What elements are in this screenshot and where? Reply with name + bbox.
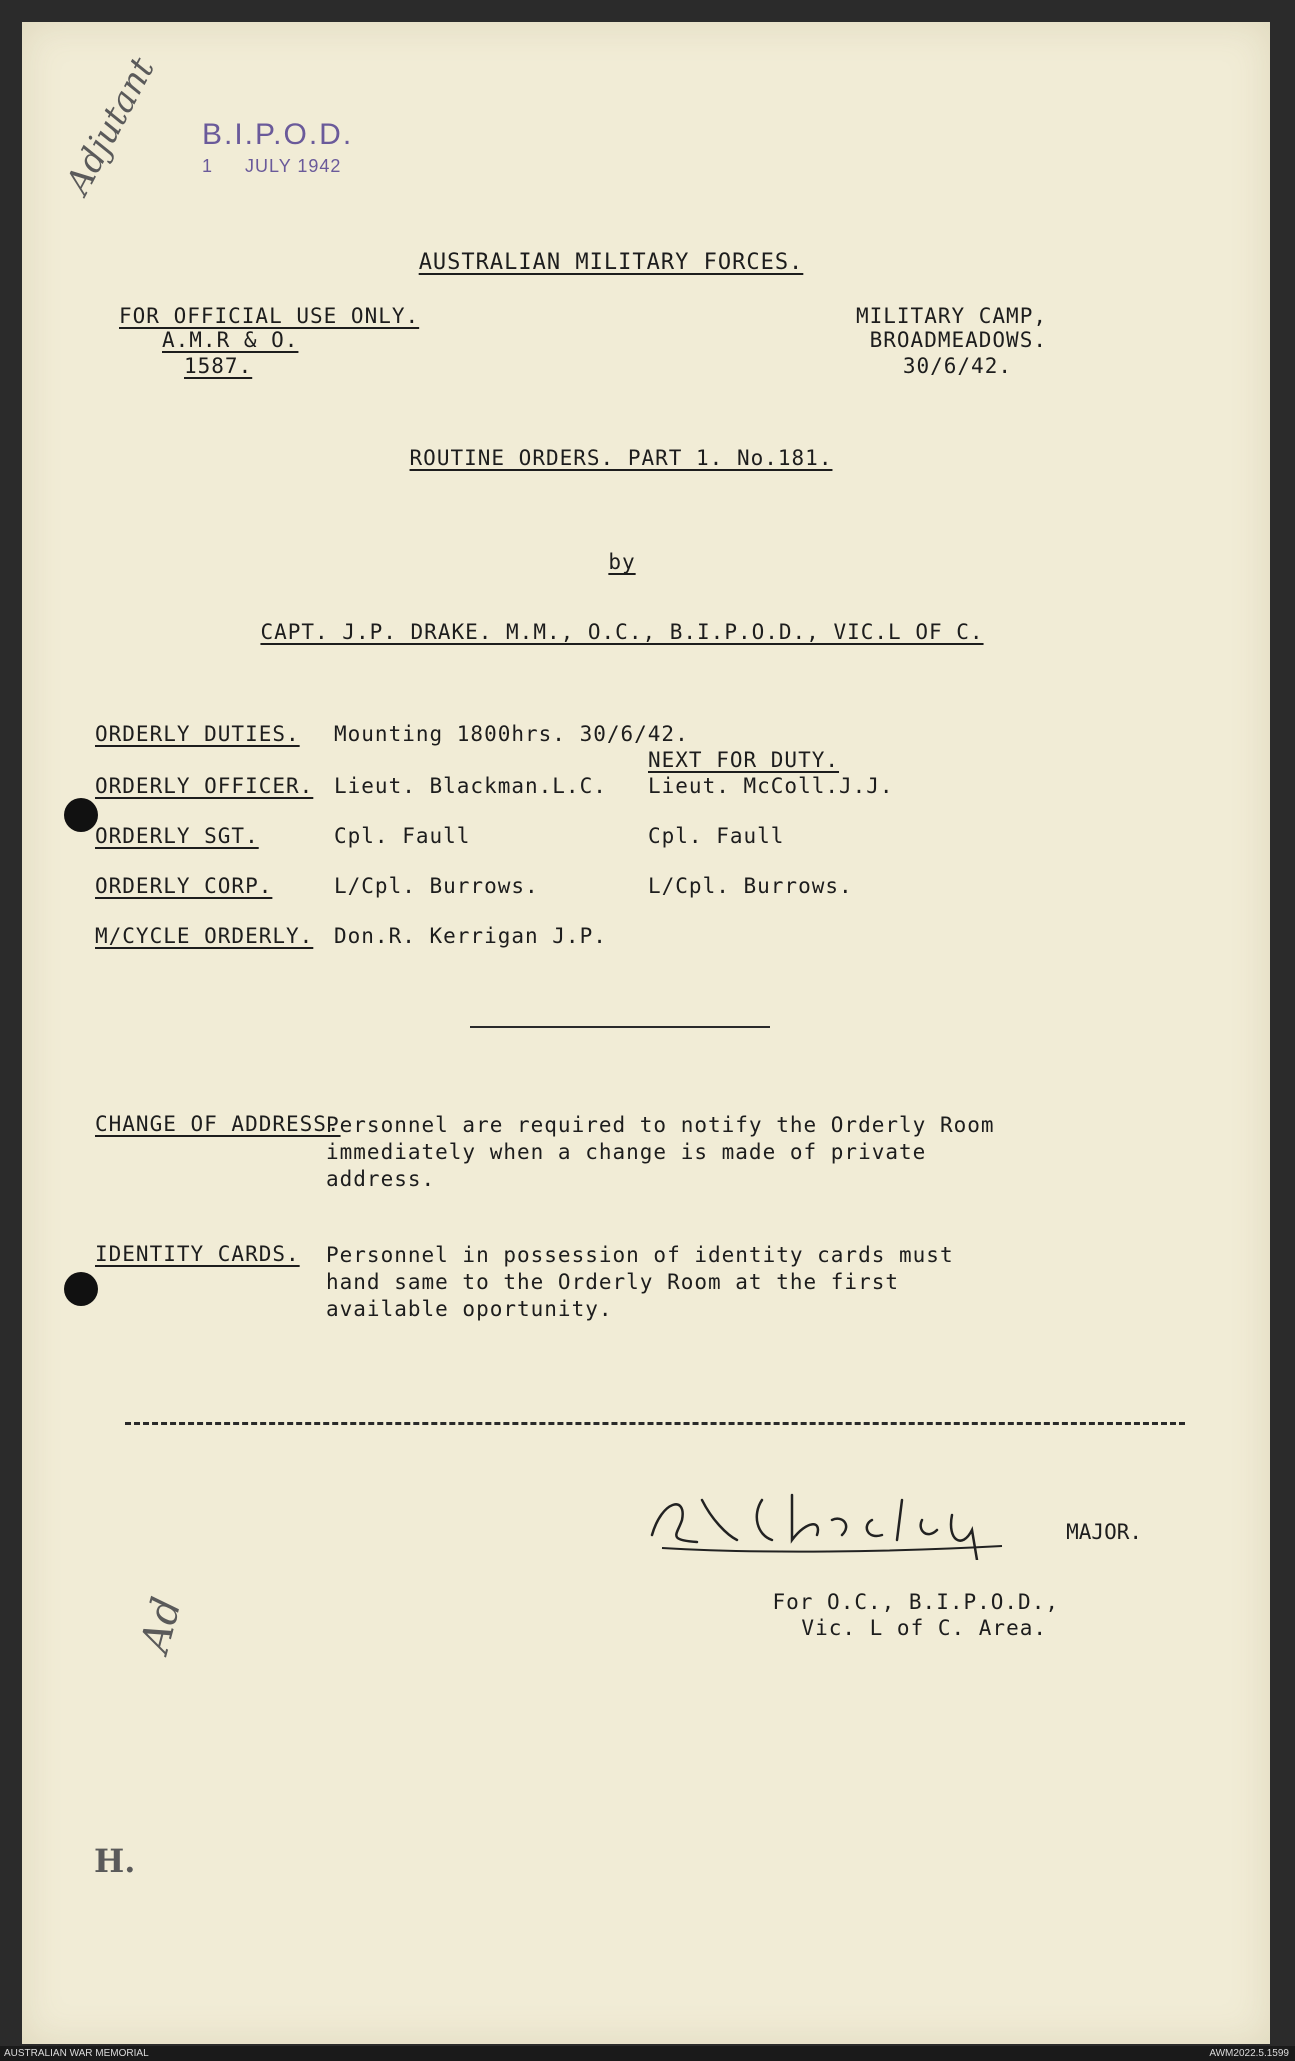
received-stamp bbox=[202, 118, 373, 177]
punch-hole-upper bbox=[64, 798, 98, 832]
notice-label: IDENTITY CARDS. bbox=[95, 1242, 300, 1266]
location-line1: MILITARY CAMP, bbox=[855, 304, 1047, 328]
notice-text: Personnel are required to notify the Orderly Room immediately when a change is made of private address. bbox=[326, 1113, 995, 1191]
security-classification: FOR OFFICIAL USE ONLY. bbox=[119, 304, 420, 328]
next-for-duty-label: NEXT FOR DUTY. bbox=[648, 748, 840, 772]
handwritten-annotation-top: Adjutant bbox=[58, 51, 163, 201]
archive-reference: AWM2022.5.1599 bbox=[1209, 2048, 1289, 2059]
duty-role-label: ORDERLY OFFICER. bbox=[95, 774, 314, 798]
duty-current: Don.R. Kerrigan J.P. bbox=[334, 924, 607, 948]
notice-label: CHANGE OF ADDRESS. bbox=[95, 1112, 341, 1136]
closing-divider bbox=[125, 1422, 1185, 1425]
duty-next: Lieut. McColl.J.J. bbox=[648, 774, 894, 798]
duty-current: Cpl. Faull bbox=[334, 824, 471, 848]
section-divider bbox=[470, 1026, 770, 1028]
reference-number: 1587. bbox=[184, 354, 253, 378]
punch-hole-lower bbox=[64, 1272, 98, 1306]
location-line2: BROADMEADOWS. bbox=[869, 328, 1047, 352]
duty-role-label: ORDERLY SGT. bbox=[95, 824, 259, 848]
signatory-rank: MAJOR. bbox=[1066, 1520, 1142, 1544]
signature-block bbox=[642, 1480, 1142, 1570]
notice-text: Personnel in possession of identity cards must hand same to the Orderly Room at the first available oportunity. bbox=[326, 1243, 954, 1321]
document-page bbox=[22, 22, 1270, 2044]
pencil-initials-mid: Ad bbox=[131, 1592, 191, 1658]
duty-role-label: ORDERLY CORP. bbox=[95, 874, 273, 898]
signature-line1: For O.C., B.I.P.O.D., bbox=[772, 1590, 1059, 1614]
orderly-duties-label: ORDERLY DUTIES. bbox=[95, 722, 300, 746]
stamp-date bbox=[202, 156, 373, 177]
by-line: by bbox=[608, 550, 636, 574]
duty-role-label: M/CYCLE ORDERLY. bbox=[95, 924, 314, 948]
duty-next: Cpl. Faull bbox=[648, 824, 785, 848]
orderly-duties-value: Mounting 1800hrs. 30/6/42. bbox=[334, 722, 689, 746]
stamp-month-year: JULY 1942 bbox=[245, 156, 342, 176]
reference-line: A.M.R & O. bbox=[162, 328, 299, 352]
stamp-title: B.I.P.O.D. bbox=[202, 118, 354, 151]
document-heading: AUSTRALIAN MILITARY FORCES. bbox=[418, 250, 804, 275]
orders-title: ROUTINE ORDERS. PART 1. No.181. bbox=[409, 446, 833, 470]
duty-current: L/Cpl. Burrows. bbox=[334, 874, 539, 898]
issuing-officer: CAPT. J.P. DRAKE. M.M., O.C., B.I.P.O.D., VIC.L OF C. bbox=[260, 620, 984, 644]
signature-line2: Vic. L of C. Area. bbox=[801, 1616, 1047, 1640]
stamp-day: 1 bbox=[202, 156, 214, 176]
handwritten-signature bbox=[642, 1480, 1062, 1560]
document-date: 30/6/42. bbox=[902, 354, 1012, 378]
archive-name: AUSTRALIAN WAR MEMORIAL bbox=[4, 2048, 149, 2059]
archive-caption-bar bbox=[0, 2046, 1295, 2061]
duty-next: L/Cpl. Burrows. bbox=[648, 874, 853, 898]
pencil-initials-bottom: H. bbox=[94, 1842, 136, 1880]
duty-current: Lieut. Blackman.L.C. bbox=[334, 774, 607, 798]
